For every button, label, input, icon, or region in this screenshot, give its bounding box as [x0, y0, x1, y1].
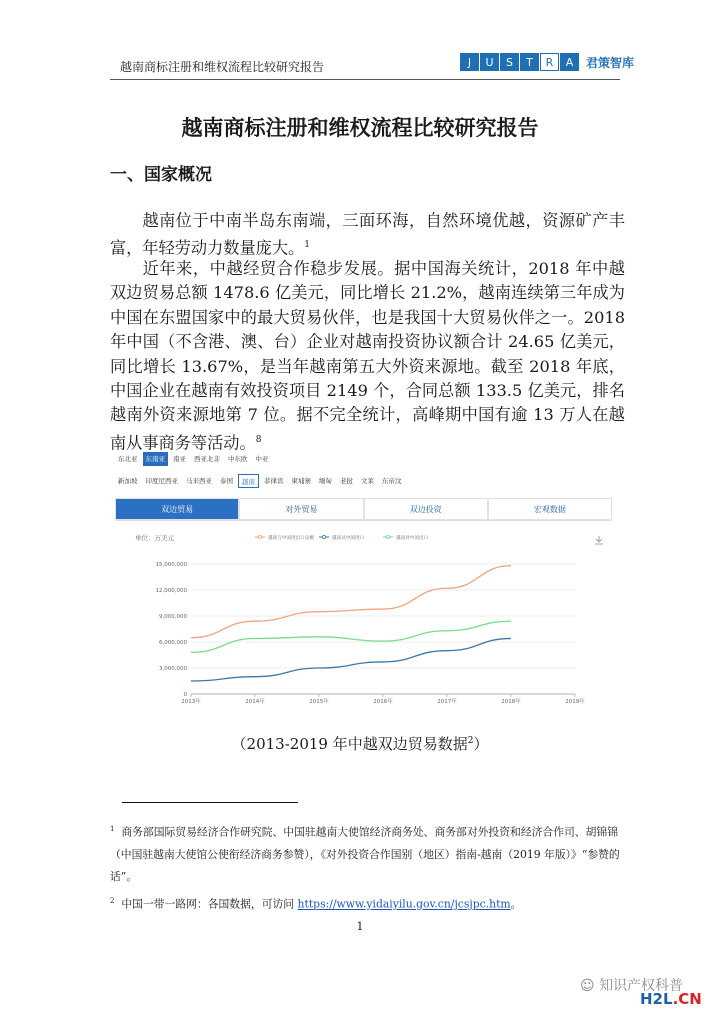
x-tick-label: 2017年 [437, 699, 457, 705]
legend-marker [322, 535, 325, 538]
x-tick-label: 2015年 [309, 699, 329, 705]
y-tick-label: 6,000,000 [159, 640, 187, 646]
logo-letter: A [560, 53, 579, 71]
download-icon[interactable] [595, 536, 603, 544]
footnote-2-text: 中国一带一路网：各国数据，可访问 [121, 897, 298, 911]
region-tabs [115, 452, 272, 466]
line-chart [115, 522, 612, 720]
caption-close: ） [473, 735, 489, 753]
region-tab[interactable]: 中东欧 [228, 455, 248, 463]
country-tab[interactable]: 新加坡 [118, 477, 138, 485]
y-tick-label: 3,000,000 [159, 666, 187, 672]
section-heading: 一、国家概况 [110, 165, 212, 185]
site-watermark-a: H2L [640, 990, 673, 1008]
legend-marker [386, 535, 389, 538]
chart-legend [255, 534, 429, 541]
caption-text: （2013-2019 年中越双边贸易数据 [231, 735, 468, 753]
footnote-link[interactable]: https://www.yidaiyilu.gov.cn/jcsjpc.htm [297, 897, 511, 911]
nav-tab-bilateral-investment[interactable]: 双边投资 [364, 498, 488, 520]
nav-tab-foreign-trade[interactable]: 对外贸易 [239, 498, 363, 520]
footnote-1 [110, 818, 620, 888]
region-tab[interactable]: 西亚北非 [194, 455, 220, 463]
country-tab[interactable]: 印度尼西亚 [145, 477, 178, 485]
x-tick-label: 2013年 [181, 699, 201, 705]
country-tab[interactable]: 马来西亚 [186, 477, 212, 485]
chart-caption [0, 733, 720, 754]
header-divider [110, 79, 620, 80]
region-tab[interactable]: 中亚 [255, 455, 269, 463]
footnote-1-text: 商务部国际贸易经济合作研究院、中国驻越南大使馆经济商务处、商务部对外投资和经济合作司、胡锦锦（中国驻越南大使馆公使衔经济商务参赞），《对外投资合作国别（地区）指南-越南（2019 年版）》“参赞的话”。 [110, 825, 620, 883]
wechat-icon: ☺ [580, 978, 595, 994]
country-tab[interactable]: 东帝汶 [382, 477, 402, 485]
series-line [191, 621, 511, 652]
series-line [191, 566, 511, 638]
country-tab[interactable]: 缅甸 [319, 477, 332, 485]
country-tab[interactable]: 文莱 [361, 477, 374, 485]
region-tab[interactable]: 南亚 [173, 455, 186, 463]
chart-series [191, 566, 511, 681]
paragraph-1 [110, 209, 625, 261]
logo-letter: R [540, 53, 559, 71]
nav-tab-macro-data[interactable]: 宏观数据 [488, 498, 612, 520]
legend-label: 越南与中国进出口总额 [268, 536, 314, 541]
country-tab[interactable]: 柬埔寨 [291, 477, 311, 485]
paragraph-2-text: 近年来，中越经贸合作稳步发展。据中国海关统计，2018 年中越双边贸易总额 1478.6 亿美元，同比增长 21.2%，越南连续第三年成为中国在东盟国家中的最大贸易伙伴，也是我国十大贸易伙伴之一。2018 年中国（不含港、澳、台）企业对越南投资协议额合计 24.65 亿美元，同比增长 13.67%，是当年越南第五大外资来源地。截至 2018 年底，中国企业在越南有效投资项目 2149 个，合同总额 133.5 亿美元，排名越南外资来源地第 7 位。据不完全统计，高峰期中国有逾 13 万人在越南从事商务等活动。 [110, 259, 625, 453]
x-tick-label: 2016年 [373, 699, 393, 705]
logo-letter: S [500, 53, 519, 71]
footnote-ref[interactable]: 1 [304, 240, 310, 251]
footnote-number: 2 [110, 897, 115, 905]
running-header-title: 越南商标注册和维权流程比较研究报告 [120, 60, 325, 74]
x-axis-labels [181, 697, 585, 705]
footnote-ref[interactable]: 8 [255, 434, 262, 445]
footnote-2 [110, 890, 620, 916]
region-tab[interactable]: 东北亚 [118, 455, 138, 463]
footnote-2-end: 。 [510, 897, 522, 911]
nav-tab-bilateral-trade[interactable]: 双边贸易 [115, 498, 239, 520]
footnote-separator [122, 802, 298, 803]
paragraph-2 [110, 257, 625, 456]
x-tick-label: 2019年 [565, 699, 585, 705]
site-watermark [640, 990, 702, 1008]
page-number: 1 [356, 920, 364, 933]
caption-footnote-ref[interactable]: 2 [467, 736, 474, 746]
logo-letter: J [460, 53, 479, 71]
logo-letter: U [480, 53, 499, 71]
logo-letter: T [520, 53, 539, 71]
legend-label: 越南从中国进口 [332, 536, 365, 541]
y-tick-label: 15,000,000 [155, 562, 187, 568]
x-tick-label: 2018年 [501, 699, 521, 705]
y-tick-label: 9,000,000 [159, 614, 187, 620]
site-watermark-b: .CN [672, 990, 702, 1008]
y-tick-label: 0 [183, 692, 187, 698]
legend-marker [258, 535, 261, 538]
logo-cn-text: 君策智库 [586, 55, 635, 70]
country-tab[interactable]: 泰国 [220, 477, 233, 485]
watermark-label: 知识产权科普 [599, 978, 684, 994]
trade-chart-screenshot [115, 452, 612, 720]
region-tab[interactable]: 东南亚 [143, 452, 169, 466]
paragraph-1-text: 越南位于中南半岛东南端，三面环海，自然环境优越，资源矿产丰富，年轻劳动力数量庞大。 [110, 211, 625, 258]
footnote-number: 1 [110, 825, 115, 833]
justra-logo [460, 53, 634, 71]
unit-label: 单位：万美元 [135, 534, 174, 542]
y-axis-labels [156, 562, 188, 698]
data-nav-tabs [115, 498, 612, 521]
x-tick-label: 2014年 [245, 699, 265, 705]
legend-label: 越南对中国出口 [396, 536, 429, 541]
document-title: 越南商标注册和维权流程比较研究报告 [181, 115, 539, 140]
country-tabs [115, 474, 405, 488]
country-tab[interactable]: 菲律宾 [264, 477, 284, 485]
series-line [191, 639, 511, 681]
country-tab[interactable]: 老挝 [340, 477, 353, 485]
country-tab[interactable]: 越南 [238, 474, 259, 488]
y-tick-label: 12,000,000 [155, 588, 187, 594]
